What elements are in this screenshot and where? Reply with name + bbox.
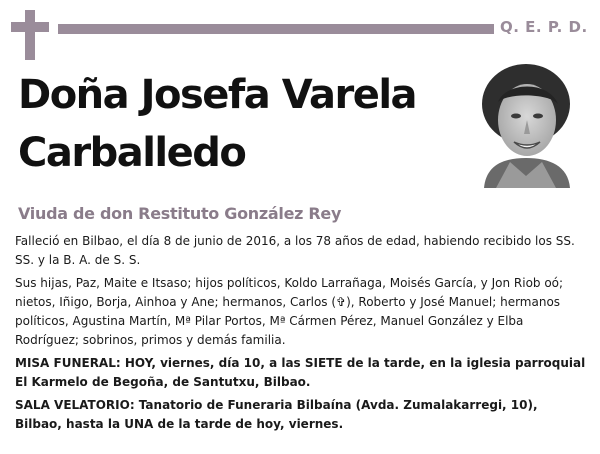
qepd-label: Q. E. P. D. xyxy=(500,18,588,36)
funeral-mass-paragraph: MISA FUNERAL: HOY, viernes, día 10, a las SIETE de la tarde, en la iglesia parroquial El Karmelo de Begoña, de Santutxu, Bilbao. xyxy=(15,356,586,389)
death-paragraph: Falleció en Bilbao, el día 8 de junio de 2016, a los 78 años de edad, habiendo recibido los SS. SS. y la B. A. de S. S. xyxy=(15,234,575,267)
deceased-name xyxy=(18,66,468,182)
portrait-photo xyxy=(476,58,576,188)
family-paragraph: Sus hijas, Paz, Maite e Itsaso; hijos políticos, Koldo Larrañaga, Moisés García, y Jon Riob oó; nietos, Iñigo, Borja, Ainhoa y Ane; hermanos, Carlos (✞), Roberto y José Manuel; hermanos políticos, Agustina Martín, Mª Pilar Portos, Mª Cármen Pérez, Manuel González y Elba Rodríguez; sobrinos, primos y demás familia. xyxy=(15,276,564,347)
header-bar xyxy=(58,24,494,34)
name-line-1: Doña Josefa Varela xyxy=(18,72,417,118)
cross-icon xyxy=(11,10,49,60)
notice-body xyxy=(15,232,587,438)
wake-room-paragraph: SALA VELATORIO: Tanatorio de Funeraria Bilbaína (Avda. Zumalakarregi, 10), Bilbao, hasta la UNA de la tarde de hoy, viernes. xyxy=(15,398,538,431)
widow-subtitle: Viuda de don Restituto González Rey xyxy=(18,204,342,223)
name-line-2: Carballedo xyxy=(18,130,246,176)
